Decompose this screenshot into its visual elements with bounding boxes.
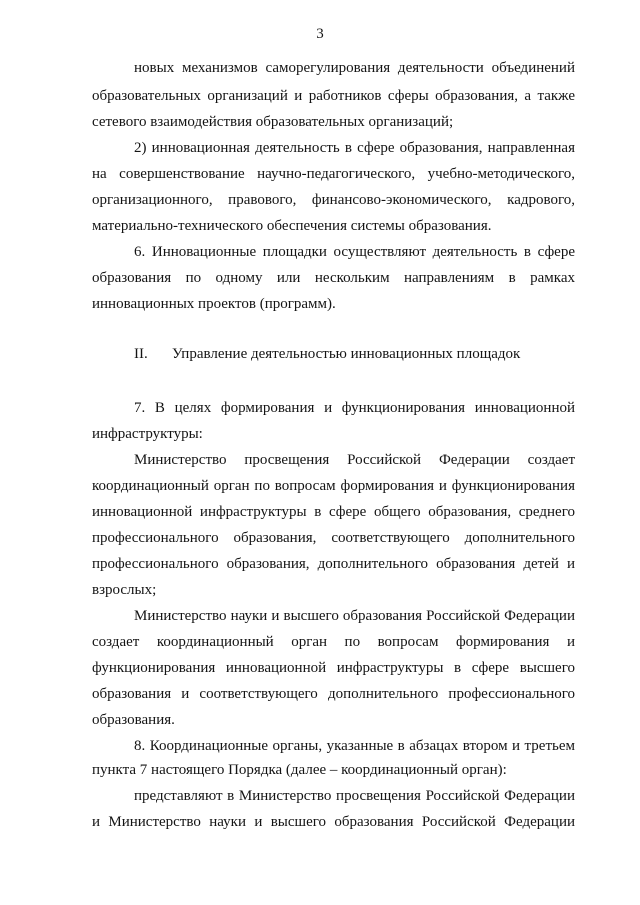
text-line: Министерство просвещения Российской Федерации создает	[134, 452, 575, 468]
text-line: 8. Координационные органы, указанные в абзацах втором и третьем	[134, 738, 575, 754]
text-line: образовательных организаций и работников сферы образования, а также	[92, 88, 575, 104]
text-line: взрослых;	[92, 582, 157, 598]
text-line: Министерство науки и высшего образования Российской Федерации	[134, 608, 575, 624]
text-line: образования по одному или нескольким направлениям в рамках	[92, 270, 575, 286]
text-line: 2) инновационная деятельность в сфере образования, направленная	[134, 140, 575, 156]
text-line: создает координационный орган по вопросам формирования и	[92, 634, 575, 650]
text-line: представляют в Министерство просвещения Российской Федерации	[134, 788, 575, 804]
text-line: инновационных проектов (программ).	[92, 296, 336, 312]
section-title: Управление деятельностью инновационных площадок	[172, 346, 521, 362]
text-line: сетевого взаимодействия образовательных организаций;	[92, 114, 454, 130]
text-line: инфраструктуры:	[92, 426, 203, 442]
section-number: II.	[134, 346, 148, 362]
text-line: 6. Инновационные площадки осуществляют деятельность в сфере	[134, 244, 575, 260]
text-line: и Министерство науки и высшего образования Российской Федерации	[92, 814, 575, 830]
page-number: 3	[316, 26, 324, 42]
text-line: профессионального образования, дополнительного образования детей и	[92, 556, 575, 572]
text-line: 7. В целях формирования и функционирования инновационной	[134, 400, 575, 416]
text-line: новых механизмов саморегулирования деятельности объединений	[134, 60, 575, 76]
text-line: координационный орган по вопросам формирования и функционирования	[92, 478, 575, 494]
text-line: пункта 7 настоящего Порядка (далее – координационный орган):	[92, 762, 507, 778]
text-line: материально-технического обеспечения системы образования.	[92, 218, 492, 234]
text-line: образования и соответствующего дополнительного профессионального	[92, 686, 575, 702]
text-line: инновационной инфраструктуры в сфере общего образования, среднего	[92, 504, 575, 520]
text-line: профессионального образования, соответствующего дополнительного	[92, 530, 575, 546]
text-line: организационного, правового, финансово-экономического, кадрового,	[92, 192, 575, 208]
text-line: функционирования инновационной инфраструктуры в сфере высшего	[92, 660, 575, 676]
text-line: образования.	[92, 712, 175, 728]
text-line: на совершенствование научно-педагогического, учебно-методического,	[92, 166, 575, 182]
